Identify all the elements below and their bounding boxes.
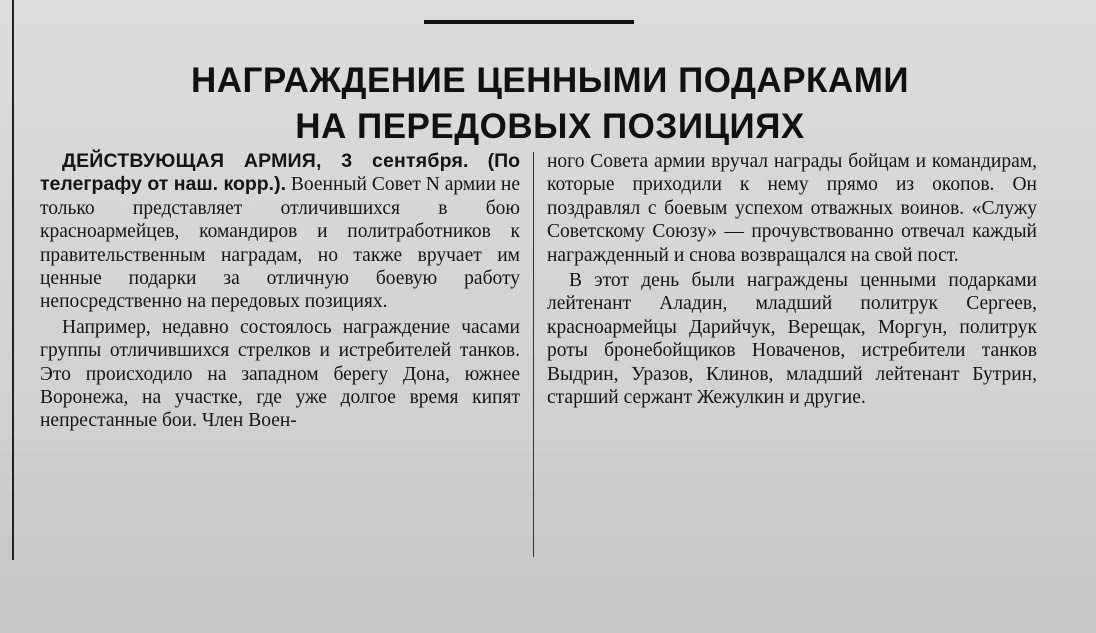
top-separator-rule [424,20,634,24]
paragraph-3: В этот день были награждены ценными подарками лейтенант Аладин, младший политрук Сергеев, красноармейцы Дарийчук, Верещак, Моргун, политрук роты бронебойщиков Новаченов, истребители танков Выдрин, Уразов, Клинов, младший лейтенант Бутрин, старший сержант Жежулкин и другие. [547,270,1037,409]
headline-line-1: НАГРАЖДЕНИЕ ЦЕННЫМИ ПОДАРКАМИ [190,61,910,100]
article-column-left [40,150,520,433]
article-headline [40,58,1060,150]
column-divider [533,152,534,557]
paragraph-2-start: Например, недавно состоялось награждение часами группы отличившихся стрелков и истребителей танков. Это происходило на западном берегу Дона, южнее Воронежа, на участке, где уже долгое время кипят непрестанные бои. Член Воен- [40,316,520,432]
left-column-rule [12,0,14,560]
article-column-right [547,150,1037,409]
paragraph-1-body: Военный Совет N армии не только представляет отличившихся в бою красноармейцев, командиров и политработников к правительственным наградам, но также вручает им ценные подарки за отличную боевую работу непосредственно на передовых позициях. [40,174,521,313]
dateline: ДЕЙСТВУЮЩАЯ АРМИЯ, 3 сентября. [62,150,469,172]
byline: (По телеграфу от наш. корр.). [40,150,521,196]
paragraph-1 [40,150,520,314]
headline-line-2: НА ПЕРЕДОВЫХ ПОЗИЦИЯХ [295,107,805,146]
paragraph-2-end: ного Совета армии вручал награды бойцам и командирам, которые приходили к нему прямо из окопов. Он поздравлял с боевым успехом отважных воинов. «Служу Советскому Союзу» — прочувствованно отвечал каждый награжденный и снова возвращался на свой пост. [547,151,1037,266]
